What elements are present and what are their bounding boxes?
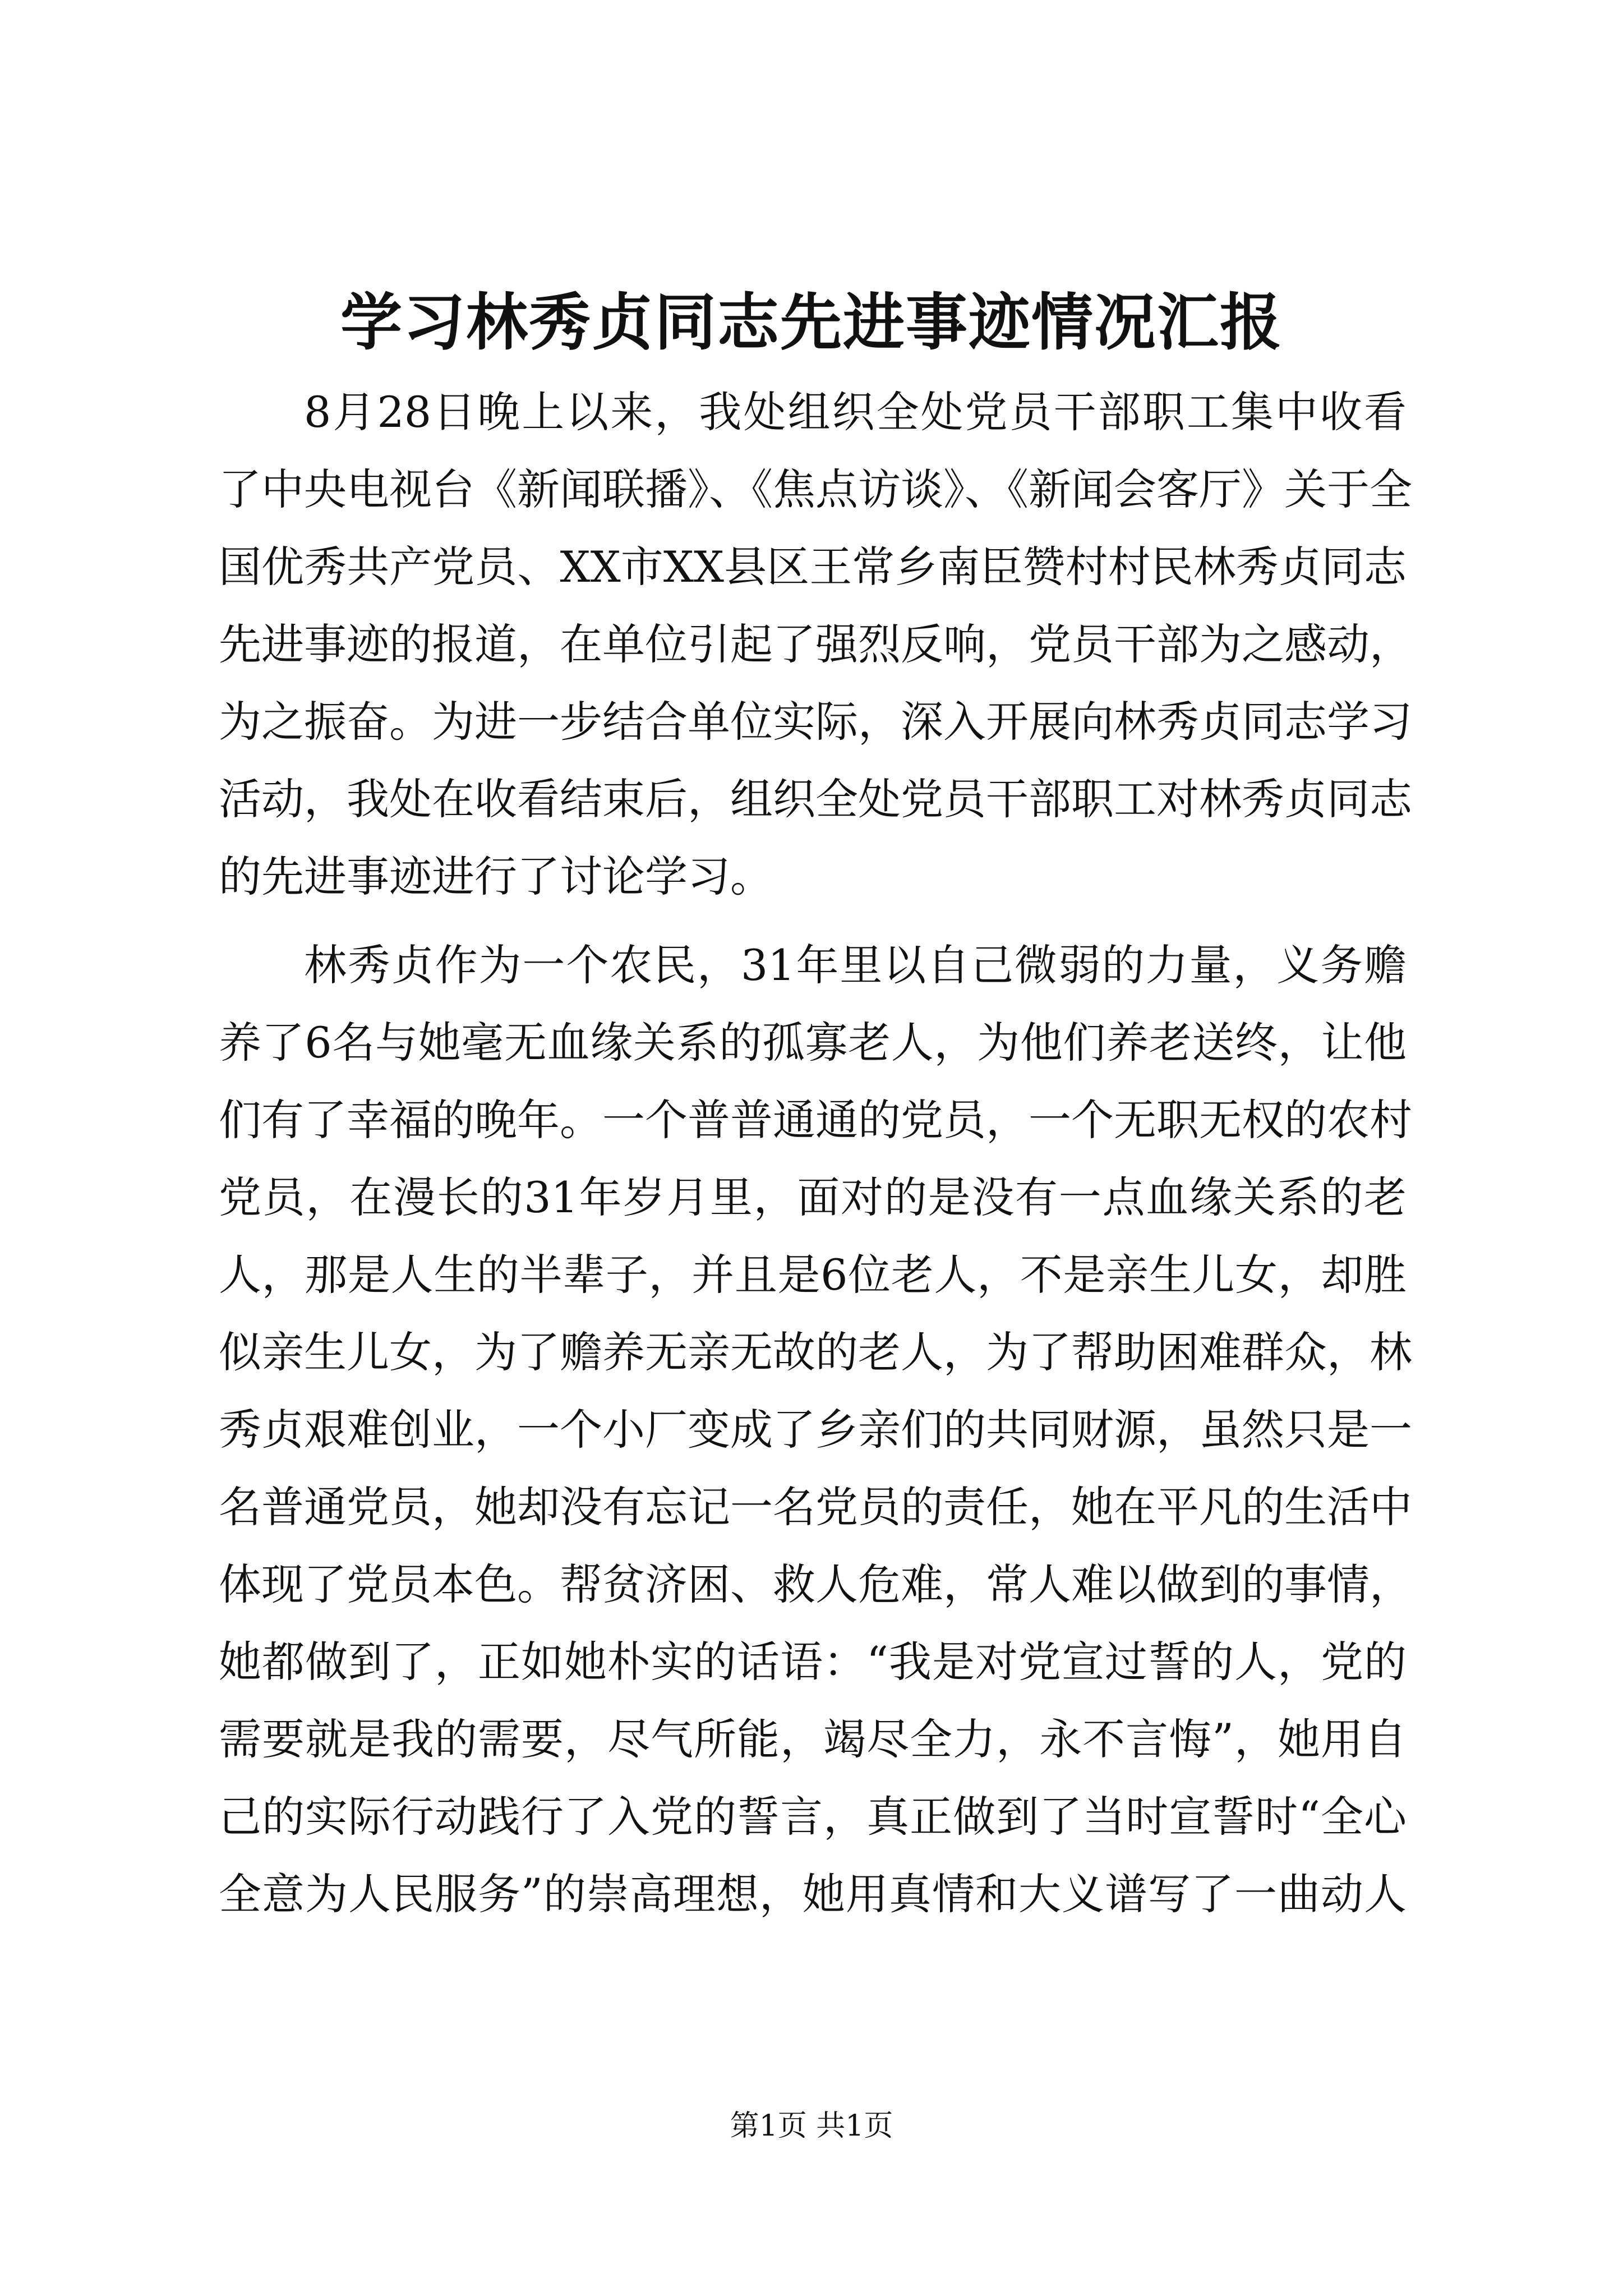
paragraph-line: 人，那是人生的半辈子，并且是6位老人，不是亲生儿女，却胜 [219,1250,1407,1300]
paragraph-line: 们有了幸福的晚年。一个普普通通的党员，一个无职无权的农村 [219,1095,1412,1145]
paragraph-line: 她都做到了，正如她朴实的话语：“我是对党宣过誓的人，党的 [219,1637,1407,1687]
page-footer: 第1页 共1页 [730,2109,893,2143]
document-title: 学习林秀贞同志先进事迹情况汇报 [340,286,1283,358]
paragraph-line: 8月28日晚上以来，我处组织全处党员干部职工集中收看 [304,387,1407,437]
paragraph-line: 了中央电视台《新闻联播》、《焦点访谈》、《新闻会客厅》关于全 [219,464,1412,514]
paragraph-line: 为之振奋。为进一步结合单位实际，深入开展向林秀贞同志学习 [219,697,1412,747]
paragraph-line: 养了6名与她毫无血缘关系的孤寡老人，为他们养老送终，让他 [219,1018,1407,1068]
paragraph-line: 体现了党员本色。帮贫济困、救人危难，常人难以做到的事情， [219,1559,1412,1609]
paragraph-line: 党员，在漫长的31年岁月里，面对的是没有一点血缘关系的老 [219,1172,1407,1222]
paragraph-line: 的先进事迹进行了讨论学习。 [219,852,773,901]
paragraph-line: 活动，我处在收看结束后，组织全处党员干部职工对林秀贞同志 [219,774,1412,824]
paragraph-line: 国优秀共产党员、XX市XX县区王常乡南臣赞村村民林秀贞同志 [219,542,1407,592]
paragraph-line: 全意为人民服务”的崇高理想，她用真情和大义谱写了一曲动人 [219,1869,1407,1919]
paragraph-line: 需要就是我的需要，尽气所能，竭尽全力，永不言悔”，她用自 [219,1714,1407,1764]
paragraph-line: 己的实际行动践行了入党的誓言，真正做到了当时宣誓时“全心 [219,1792,1407,1842]
paragraph-line: 似亲生儿女，为了赡养无亲无故的老人，为了帮助困难群众，林 [219,1327,1412,1377]
paragraph-line: 秀贞艰难创业，一个小厂变成了乡亲们的共同财源，虽然只是一 [219,1405,1412,1455]
paragraph-line: 林秀贞作为一个农民，31年里以自己微弱的力量，义务赡 [304,940,1407,990]
paragraph-line: 先进事迹的报道，在单位引起了强烈反响，党员干部为之感动， [219,619,1412,669]
paragraph-line: 名普通党员，她却没有忘记一名党员的责任，她在平凡的生活中 [219,1482,1412,1532]
